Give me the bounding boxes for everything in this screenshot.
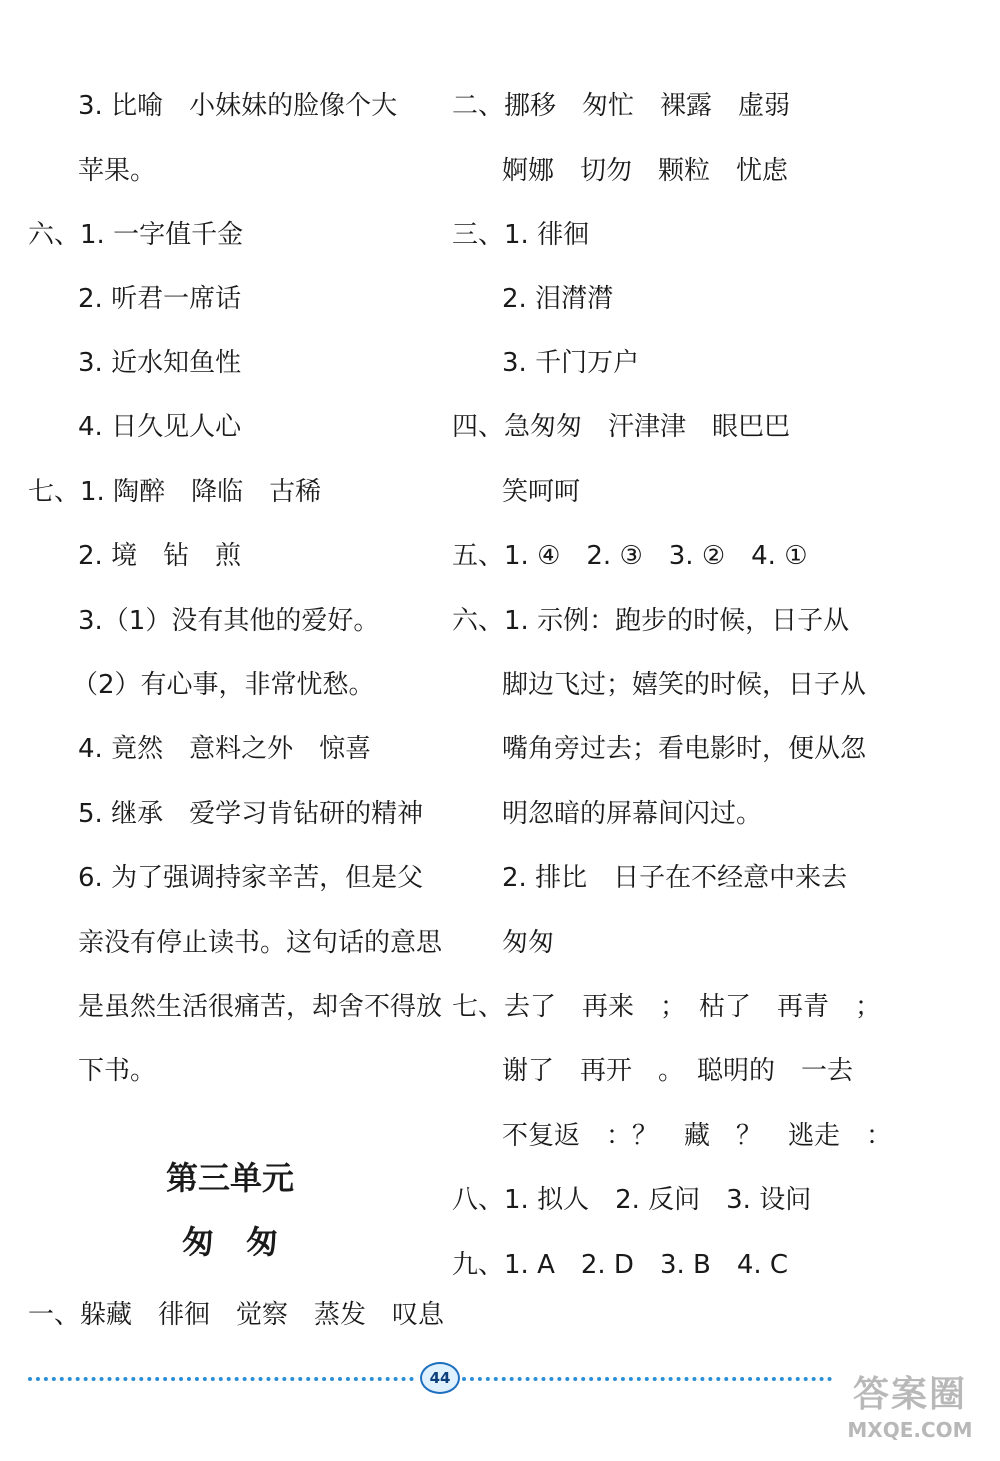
answer-line: 四、急匆匆 汗津津 眼巴巴: [452, 412, 791, 442]
answer-line: 2. 排比 日子在不经意中来去: [502, 863, 848, 893]
answer-line: （2）有心事，非常忧愁。: [72, 670, 375, 700]
answer-line: 下书。: [78, 1056, 157, 1086]
lesson-title: 匆 匆: [181, 1223, 278, 1261]
answer-line: 嘴角旁过去；看电影时，便从忽: [502, 734, 867, 764]
page-number-badge: 44: [420, 1362, 460, 1394]
answer-line: 婀娜 切勿 颗粒 忧虑: [502, 156, 789, 186]
answer-line: 苹果。: [78, 156, 157, 186]
answer-line: 八、1. 拟人 2. 反问 3. 设问: [452, 1185, 812, 1215]
answer-line: 6. 为了强调持家辛苦，但是父: [78, 863, 424, 893]
answer-line: 2. 境 钻 煎: [78, 541, 242, 571]
footer-dotted-rule-left: [28, 1377, 414, 1381]
answer-line: 一、躲藏 徘徊 觉察 蒸发 叹息: [28, 1300, 445, 1330]
answer-line: 明忽暗的屏幕间闪过。: [502, 799, 763, 829]
answer-line: 3. 比喻 小妹妹的脸像个大: [78, 91, 398, 121]
answer-line: 六、1. 一字值千金: [28, 220, 244, 250]
answer-line: 脚边飞过；嬉笑的时候，日子从: [502, 670, 867, 700]
answer-line: 三、1. 徘徊: [452, 220, 590, 250]
answer-line: 笑呵呵: [502, 477, 581, 507]
answer-line: 九、1. A 2. D 3. B 4. C: [452, 1250, 789, 1280]
answer-line: 六、1. 示例：跑步的时候，日子从: [452, 606, 850, 636]
answer-line: 是虽然生活很痛苦，却舍不得放: [78, 992, 443, 1022]
watermark-sub-text: MXQE.COM: [847, 1418, 973, 1442]
answer-line: 3. 近水知鱼性: [78, 348, 242, 378]
unit-title: 第三单元: [165, 1159, 294, 1197]
footer-dotted-rule-right: [462, 1377, 832, 1381]
watermark-logo: [830, 1373, 990, 1453]
answer-line: 亲没有停止读书。这句话的意思: [78, 928, 443, 958]
answer-line: 4. 日久见人心: [78, 412, 242, 442]
watermark-main-text: 答案圈: [852, 1374, 967, 1415]
answer-line: 七、去了 再来 ； 枯了 再青 ；: [452, 992, 882, 1022]
answer-line: 不复返 ：？ 藏 ？ 逃走 ：: [502, 1121, 893, 1151]
answer-line: 谢了 再开 。 聪明的 一去: [502, 1056, 854, 1086]
answer-line: 二、挪移 匆忙 裸露 虚弱: [452, 91, 791, 121]
answer-line: 4. 竟然 意料之外 惊喜: [78, 734, 372, 764]
answer-line: 七、1. 陶醉 降临 古稀: [28, 477, 322, 507]
answer-line: 3.（1）没有其他的爱好。: [78, 606, 380, 636]
answer-line: 2. 泪潸潸: [502, 284, 614, 314]
answer-line: 2. 听君一席话: [78, 284, 242, 314]
answer-line: 3. 千门万户: [502, 348, 640, 378]
answer-line: 五、1. ④ 2. ③ 3. ② 4. ①: [452, 541, 808, 571]
answer-line: 匆匆: [502, 928, 555, 958]
answer-line: 5. 继承 爱学习肯钻研的精神: [78, 799, 424, 829]
